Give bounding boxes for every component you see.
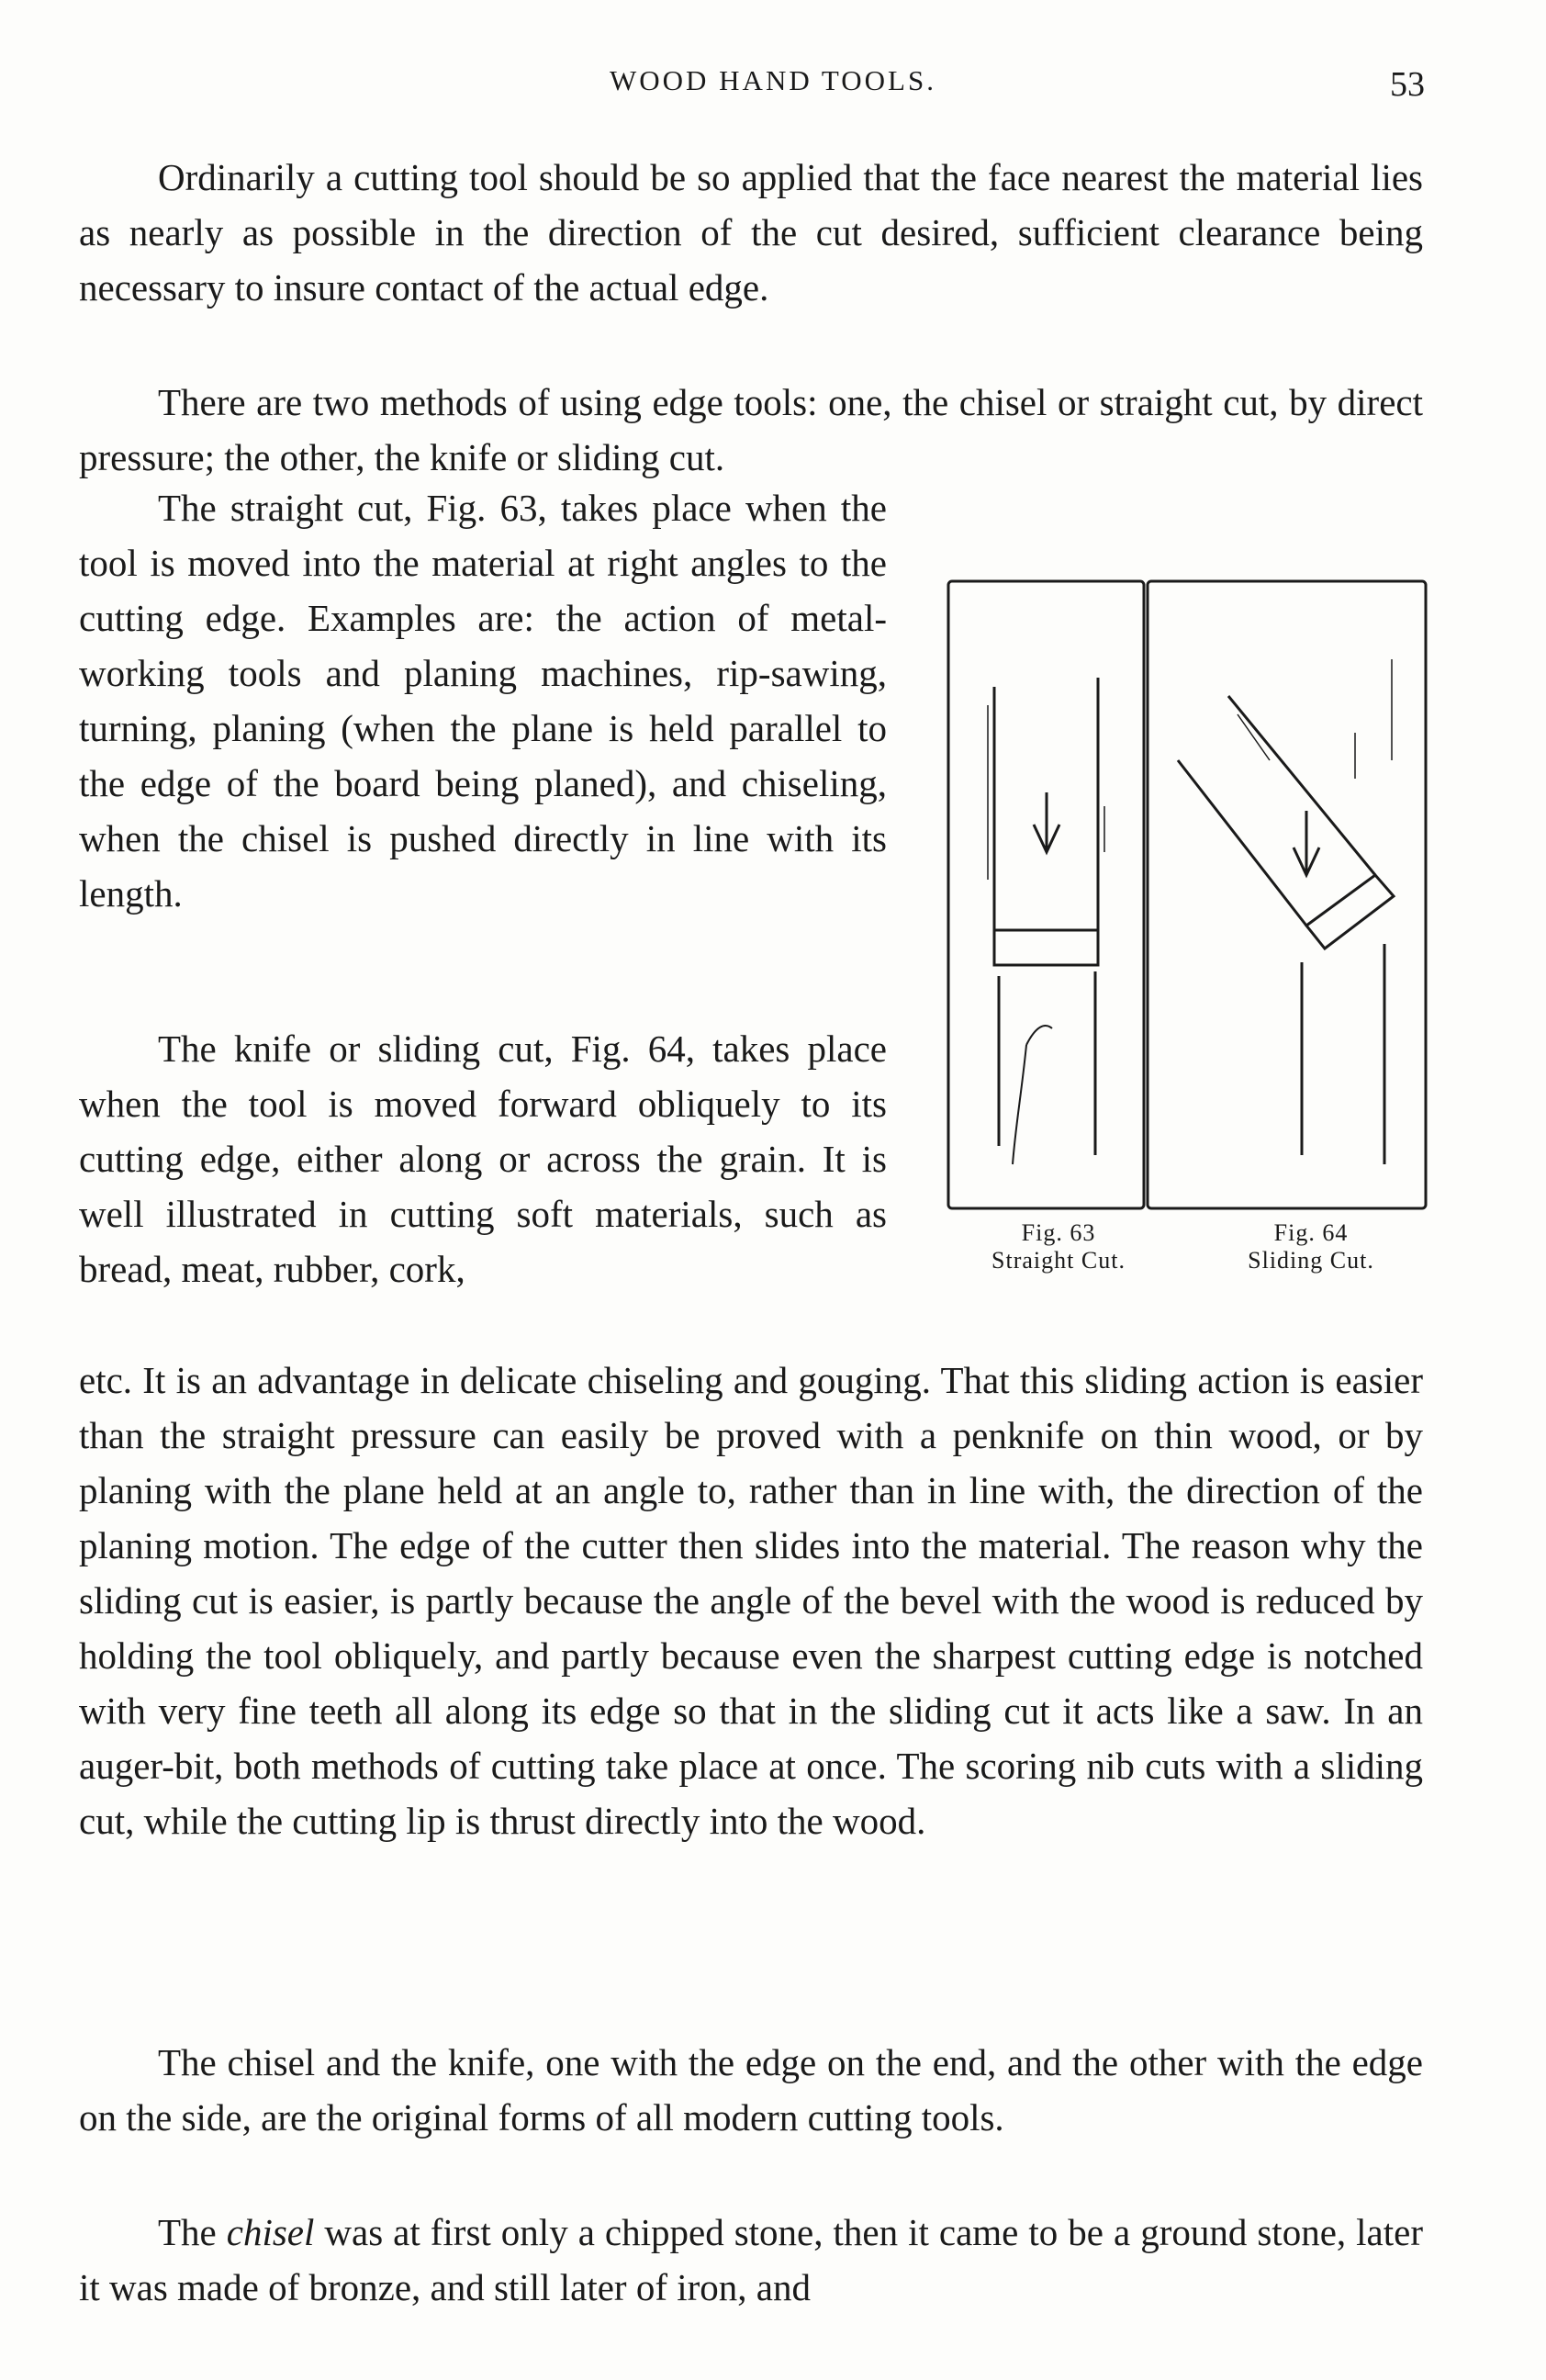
paragraph-5-text: etc. It is an advantage in delicate chiseling and gouging. That this sliding action is easier than the straight pressure can easily be proved with a penknife on thin wood, or by planing with the plane held at an angle to, rather than in line with, the direction of the planing motion. The edge of the cutter then slides into the material. The reason why the sliding cut is easier, is partly because the angle of the bevel with the wood is reduced by holding the tool obliquely, and partly because even the sharpest cutting edge is notched with very fine teeth all along its edge so that in the sliding cut it acts like a saw. In an auger-bit, both methods of cutting take place at once. The scoring nib cuts with a sliding cut, while the cutting lip is thrust directly into the wood. xyxy=(79,1359,1423,1842)
fig63-caption xyxy=(944,1219,1173,1274)
fig63-shaving xyxy=(1013,1026,1052,1164)
paragraph-4-text: The knife or sliding cut, Fig. 64, takes place when the tool is moved forward obliquely to its cutting edge, either along or across the grain. It is well illustrated in cutting soft materials, such as bread, meat, rubber, cork, xyxy=(79,1027,887,1290)
fig64-arrow xyxy=(1294,811,1319,875)
fig63-arrow xyxy=(1034,792,1059,852)
fig64-cut-grain xyxy=(1302,944,1384,1164)
fig63-board xyxy=(948,581,1144,1208)
paragraph-3-text: The straight cut, Fig. 63, takes place when the tool is moved into the material at right angles to the cutting edge. Examples are: the action of metal-working tools and planing machines, rip-sawing, turning, planing (when the plane is held parallel to the edge of the board being planed), and chiseling, when the chisel is pushed directly in line with its length. xyxy=(79,487,887,915)
fig63-chisel-edge xyxy=(994,930,1098,965)
fig63-number: Fig. 63 xyxy=(1021,1219,1096,1246)
figures-63-64 xyxy=(944,577,1430,1284)
page-number: 53 xyxy=(1390,65,1425,104)
paragraph-7-text xyxy=(79,2205,1423,2315)
paragraph-4 xyxy=(79,1021,887,1306)
paragraph-1 xyxy=(79,150,1423,324)
paragraph-7-after: was at first only a chipped stone, then it came to be a ground stone, later it was made of bronze, and still later of iron, and xyxy=(79,2211,1423,2308)
paragraph-7-before: The xyxy=(158,2211,227,2253)
fig64-caption xyxy=(1192,1219,1430,1274)
running-head: WOOD HAND TOOLS. xyxy=(610,64,936,96)
cut-illustrations xyxy=(944,577,1430,1219)
paragraph-5 xyxy=(79,1353,1423,1858)
fig64-number: Fig. 64 xyxy=(1273,1219,1349,1246)
page-header xyxy=(0,64,1546,119)
fig64-chisel xyxy=(1178,696,1375,926)
paragraph-2 xyxy=(79,375,1423,494)
fig64-chisel-edge xyxy=(1306,875,1394,949)
fig63-cut-grain xyxy=(999,971,1095,1155)
paragraph-6-text: The chisel and the knife, one with the edge on the end, and the other with the edge on the side, are the original forms of all modern cutting tools. xyxy=(79,2041,1423,2139)
paragraph-1-text: Ordinarily a cutting tool should be so applied that the face nearest the material lies as nearly as possible in the direction of the cut desired, sufficient clearance being necessary to insure contact of the actual edge. xyxy=(79,156,1423,309)
paragraph-7 xyxy=(79,2205,1423,2324)
fig64-title: Sliding Cut. xyxy=(1248,1247,1374,1274)
paragraph-2-text: There are two methods of using edge tools: one, the chisel or straight cut, by direct pressure; the other, the knife or sliding cut. xyxy=(79,381,1423,478)
paragraph-6 xyxy=(79,2035,1423,2154)
paragraph-3 xyxy=(79,480,887,930)
chisel-emphasis: chisel xyxy=(226,2211,315,2253)
fig63-title: Straight Cut. xyxy=(991,1247,1126,1274)
